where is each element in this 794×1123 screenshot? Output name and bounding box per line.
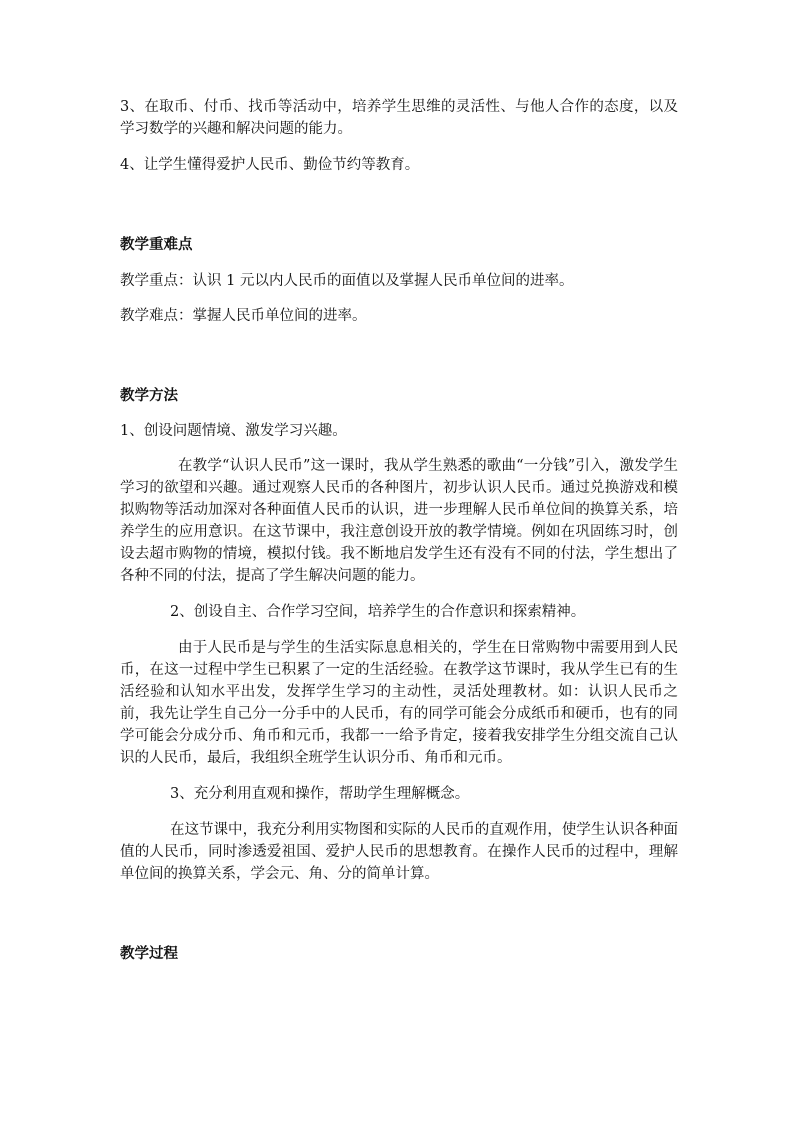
objective-item-4: 4、让学生懂得爱护人民币、勤俭节约等教育。 [120,157,420,173]
methods-heading: 教学方法 [120,388,178,404]
method-1-title: 1、创设问题情境、激发学习兴趣。 [120,423,347,439]
method-3-title: 3、充分利用直观和操作，帮助学生理解概念。 [170,786,470,802]
method-1-body: 在教学“认识人民币”这一课时，我从学生熟悉的歌曲“一分钱”引入，激发学生学习的欲望和兴趣。通过观察人民币的各种图片，初步认识人民币。通过兑换游戏和模拟购物等活动加深对各种面值人民币的认识，进一步理解人民币单位间的换算关系，培养学生的应用意识。在这节课中，我注意创设开放的教学情境。例如在巩固练习时，创设去超市购物的情境，模拟付钱。我不断地启发学生还有没有不同的付法，学生想出了各种不同的付法，提高了学生解决问题的能力。 [120,458,678,584]
process-heading: 教学过程 [120,946,178,962]
teaching-difficulty: 教学难点：掌握人民币单位间的进率。 [120,308,367,324]
document-page [120,96,678,965]
key-points-heading: 教学重难点 [120,237,193,253]
teaching-focus: 教学重点：认识 1 元以内人民币的面值以及掌握人民币单位间的进率。 [120,273,574,289]
objective-item-3: 3、在取币、付币、找币等活动中，培养学生思维的灵活性、与他人合作的态度，以及学习数学的兴趣和解决问题的能力。 [120,99,678,137]
method-2-title: 2、创设自主、合作学习空间，培养学生的合作意识和探索精神。 [170,604,586,620]
method-2-body: 由于人民币是与学生的生活实际息息相关的，学生在日常购物中需要用到人民币，在这一过程中学生已积累了一定的生活经验。在教学这节课时，我从学生已有的生活经验和认知水平出发，发挥学生学习的主动性，灵活处理教材。如：认识人民币之前，我先让学生自己分一分手中的人民币，有的同学可能会分成纸币和硬币，也有的同学可能会分成分币、角币和元币，我都一一给予肯定，接着我安排学生分组交流自己认识的人民币，最后，我组织全班学生认识分币、角币和元币。 [120,640,678,766]
method-3-body: 在这节课中，我充分利用实物图和实际的人民币的直观作用，使学生认识各种面值的人民币，同时渗透爱祖国、爱护人民币的思想教育。在操作人民币的过程中，理解单位间的换算关系，学会元、角、分的简单计算。 [120,822,678,882]
